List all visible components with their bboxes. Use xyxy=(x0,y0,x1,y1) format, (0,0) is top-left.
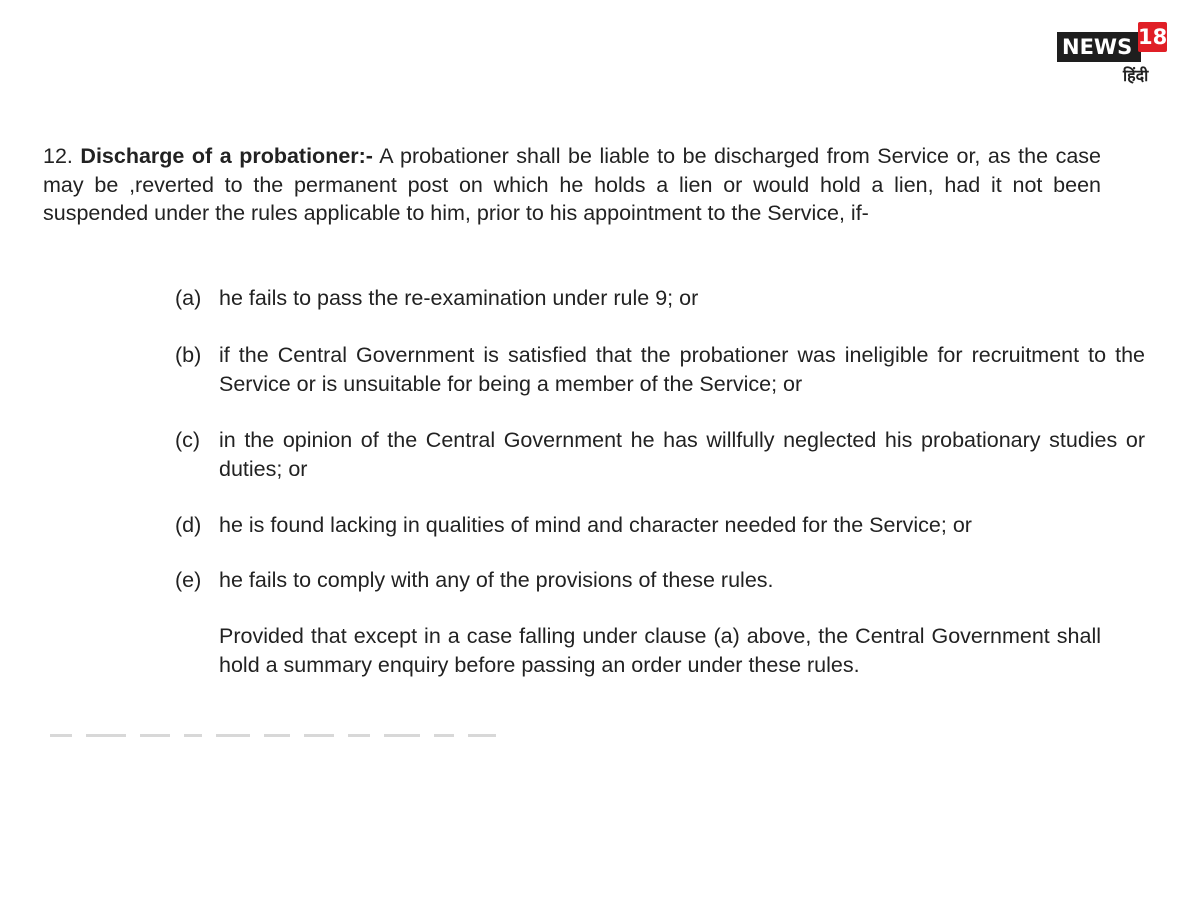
clause-label: (e) xyxy=(175,568,202,592)
logo-brand: NEWS xyxy=(1057,32,1141,62)
rule-text xyxy=(43,142,1101,228)
clause-c xyxy=(175,426,1145,483)
rule-number: 12. xyxy=(43,144,73,168)
rule-body: A probationer shall be liable to be discharged from Service or, as the case may be ,reverted to the permanent post on which he holds a lien or would hold a lien, had it not been suspended under the rules applicable to him, prior to his appointment to the Service, if- xyxy=(43,144,1101,225)
logo-language: हिंदी xyxy=(1123,66,1149,85)
news18-hindi-logo xyxy=(1057,22,1167,86)
rule-paragraph xyxy=(43,142,1101,228)
clause-d xyxy=(175,511,1145,540)
clause-label: (d) xyxy=(175,513,202,537)
proviso-text: Provided that except in a case falling under clause (a) above, the Central Government shall hold a summary enquiry before passing an order under these rules. xyxy=(219,624,1101,677)
clause-text: he is found lacking in qualities of mind and character needed for the Service; or xyxy=(219,513,972,537)
clause-label: (a) xyxy=(175,286,202,310)
clause-text: he fails to pass the re-examination under rule 9; or xyxy=(219,286,699,310)
cut-off-text-line xyxy=(50,734,510,740)
clause-text: he fails to comply with any of the provisions of these rules. xyxy=(219,568,774,592)
clause-label: (c) xyxy=(175,428,201,452)
clause-a xyxy=(175,284,1145,313)
clause-label: (b) xyxy=(175,343,202,367)
clause-e xyxy=(175,566,1145,595)
clause-text: in the opinion of the Central Government he has willfully neglected his probationary studies or duties; or xyxy=(219,428,1145,481)
rule-heading: Discharge of a probationer:- xyxy=(80,144,373,168)
clause-text: if the Central Government is satisfied that the probationer was ineligible for recruitment to the Service or is unsuitable for being a member of the Service; or xyxy=(219,343,1145,396)
clause-b xyxy=(175,341,1145,398)
logo-number: 18 xyxy=(1138,22,1167,52)
